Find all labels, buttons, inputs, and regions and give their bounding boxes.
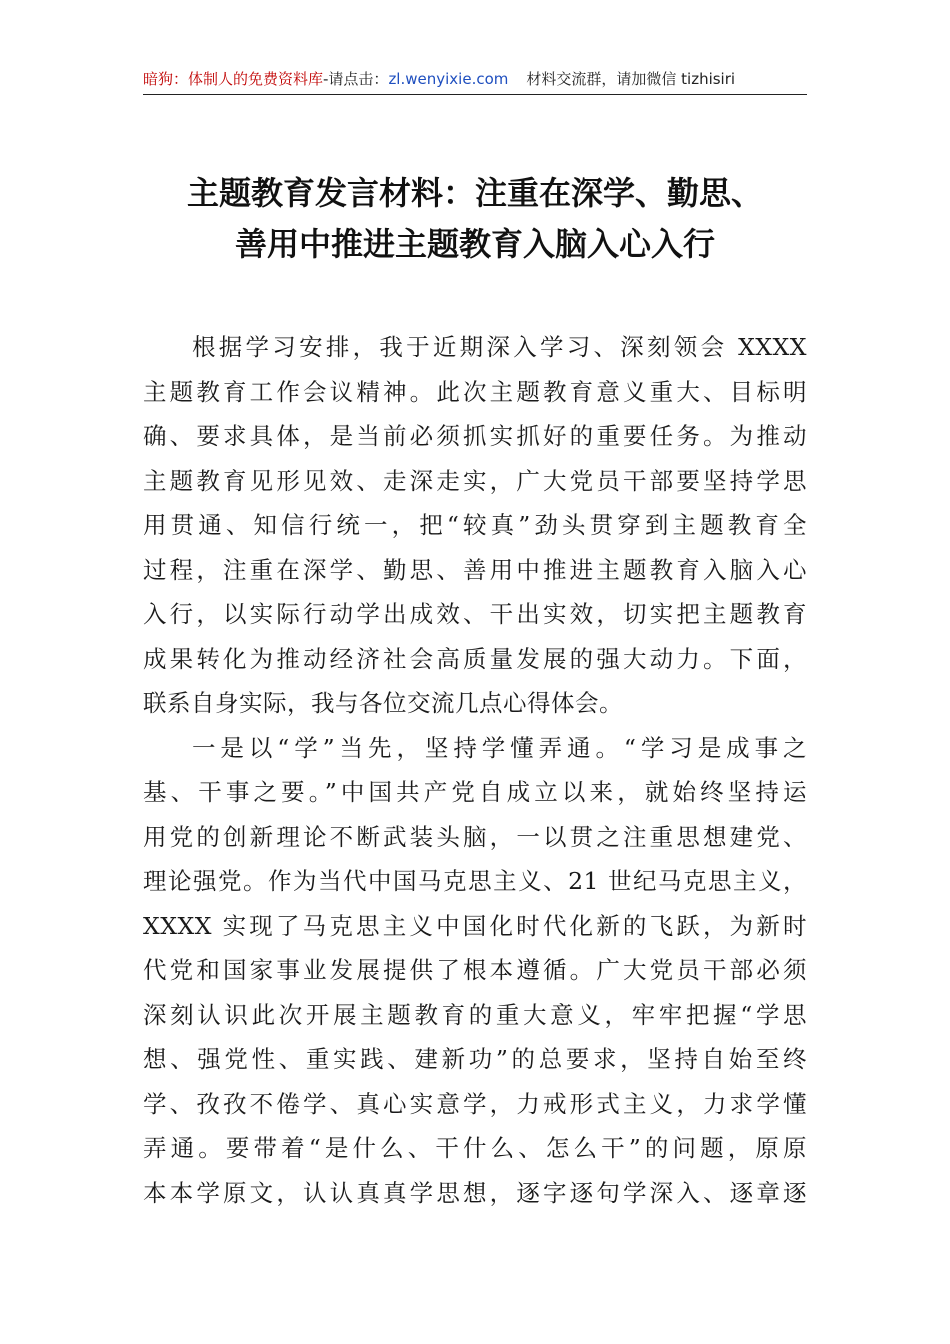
text-line: 基、干事之要。”中国共产党自成立以来，就始终坚持运	[143, 778, 807, 806]
text-line: 用党的创新理论不断武装头脑，一以贯之注重思想建党、	[143, 822, 807, 851]
text-line: 理论强党。作为当代中国马克思主义、21 世纪马克思主义，	[143, 867, 807, 895]
text-line: 入行，以实际行动学出成效、干出实效，切实把主题教育	[143, 600, 807, 628]
page-header	[143, 64, 807, 95]
text-line: 一是以“学”当先，坚持学懂弄通。“学习是成事之	[192, 733, 807, 762]
header-link[interactable]: zl.wenyixie.com	[388, 70, 509, 88]
title-line-1: 主题教育发言材料：注重在深学、勤思、	[186, 174, 763, 212]
text-line: 过程，注重在深学、勤思、善用中推进主题教育入脑入心	[143, 555, 807, 584]
text-line: 联系自身实际，我与各位交流几点心得体会。	[143, 689, 623, 717]
text-line: 弄通。要带着“是什么、干什么、怎么干”的问题，原原	[143, 1134, 807, 1162]
header-brand: 暗狗：体制人的免费资料库	[143, 70, 324, 88]
text-line: 深刻认识此次开展主题教育的重大意义，牢牢把握“学思	[143, 1000, 807, 1029]
header-prompt: -请点击：	[323, 70, 389, 88]
text-line: XXXX 实现了马克思主义中国化时代化新的飞跃，为新时	[143, 911, 807, 940]
text-line: 成果转化为推动经济社会高质量发展的强大动力。下面，	[143, 644, 807, 673]
text-line: 想、强党性、重实践、建新功”的总要求，坚持自始至终	[143, 1045, 807, 1073]
text-line: 主题教育工作会议精神。此次主题教育意义重大、目标明	[143, 377, 807, 406]
title-line-2: 善用中推进主题教育入脑入心入行	[234, 225, 715, 263]
text-line: 确、要求具体，是当前必须抓实抓好的重要任务。为推动	[143, 422, 807, 450]
text-line: 根据学习安排，我于近期深入学习、深刻领会 XXXX	[192, 333, 807, 361]
text-line: 代党和国家事业发展提供了根本遵循。广大党员干部必须	[143, 956, 807, 984]
header-contact: 材料交流群，请加微信 tizhisiri	[526, 70, 736, 88]
document-body	[143, 325, 807, 1215]
paragraph-2	[143, 726, 807, 1216]
text-line: 本本学原文，认认真真学思想，逐字逐句学深入、逐章逐	[143, 1178, 807, 1207]
paragraph-1	[143, 325, 807, 726]
text-line: 用贯通、知信行统一，把“较真”劲头贯穿到主题教育全	[143, 511, 807, 539]
text-line: 学、孜孜不倦学、真心实意学，力戒形式主义，力求学懂	[143, 1089, 807, 1118]
document-title	[143, 168, 807, 270]
text-line: 主题教育见形见效、走深走实，广大党员干部要坚持学思	[143, 466, 807, 495]
